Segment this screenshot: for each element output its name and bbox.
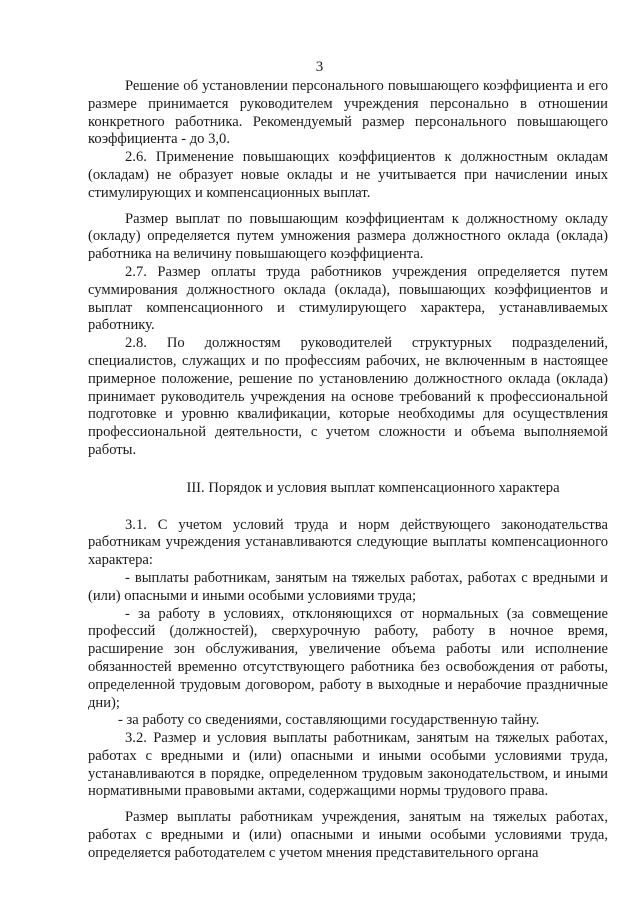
document-body	[88, 78, 608, 863]
paragraph: Решение об установлении персонального повышающего коэффициента и его размере принимается руководителем учреждения персонально в отношении конкретного работника. Рекомендуемый размер персонального повышающего коэффициента - до 3,0.	[88, 78, 608, 148]
paragraph: Размер выплат по повышающим коэффициентам к должностному окладу (окладу) определяется путем умножения размера должностного оклада (оклада) работника на величину повышающего коэффициента.	[88, 210, 608, 263]
paragraph: 3.2. Размер и условия выплаты работникам, занятым на тяжелых работах, работах с вредными и (или) опасными и иными особыми условиями труда, устанавливаются в порядке, определенном трудовым законодательством, и иными нормативными правовыми актами, содержащими нормы трудового права.	[88, 730, 608, 800]
list-item: - за работу со сведениями, составляющими государственную тайну.	[118, 712, 540, 729]
section-heading: III. Порядок и условия выплат компенсационного характера	[186, 479, 560, 496]
list-item: - за работу в условиях, отклоняющихся от нормальных (за совмещение профессий (должностей), сверхурочную работу, работу в ночное время, расширение зон обслуживания, увеличение объема работы или исполнение обязанностей временно отсутствующего работника без освобождения от работы, определенной трудовым договором, работу в выходные и нерабочие праздничные дни);	[88, 605, 608, 711]
paragraph: 2.8. По должностям руководителей структурных подразделений, специалистов, служащих и по профессиям рабочих, не включенным в настоящее примерное положение, решение по установлению должностного оклада (оклада) принимает руководитель учреждения на основе требований к профессиональной подготовке и уровню квалификации, которые необходимы для осуществления профессиональной деятельности, с учетом сложности и объема выполняемой работы.	[88, 335, 608, 458]
page-number: 3	[315, 59, 324, 75]
paragraph: Размер выплаты работникам учреждения, занятым на тяжелых работах, работах с вредными и (или) опасными и иными особыми условиями труда, определяется работодателем с учетом мнения представительного органа	[88, 809, 608, 861]
paragraph: 2.7. Размер оплаты труда работников учреждения определяется путем суммирования должностного оклада (оклада), повышающих коэффициентов и выплат компенсационного и стимулирующего характера, устанавливаемых работнику.	[88, 263, 608, 334]
paragraph: 2.6. Применение повышающих коэффициентов к должностным окладам (окладам) не образует новые оклады и не учитывается при начислении иных стимулирующих и компенсационных выплат.	[88, 149, 608, 201]
list-item: - выплаты работникам, занятым на тяжелых работах, работах с вредными и (или) опасными и иными особыми условиями труда;	[88, 569, 608, 604]
paragraph: 3.1. С учетом условий труда и норм действующего законодательства работникам учреждения устанавливаются следующие выплаты компенсационного характера:	[88, 516, 608, 569]
